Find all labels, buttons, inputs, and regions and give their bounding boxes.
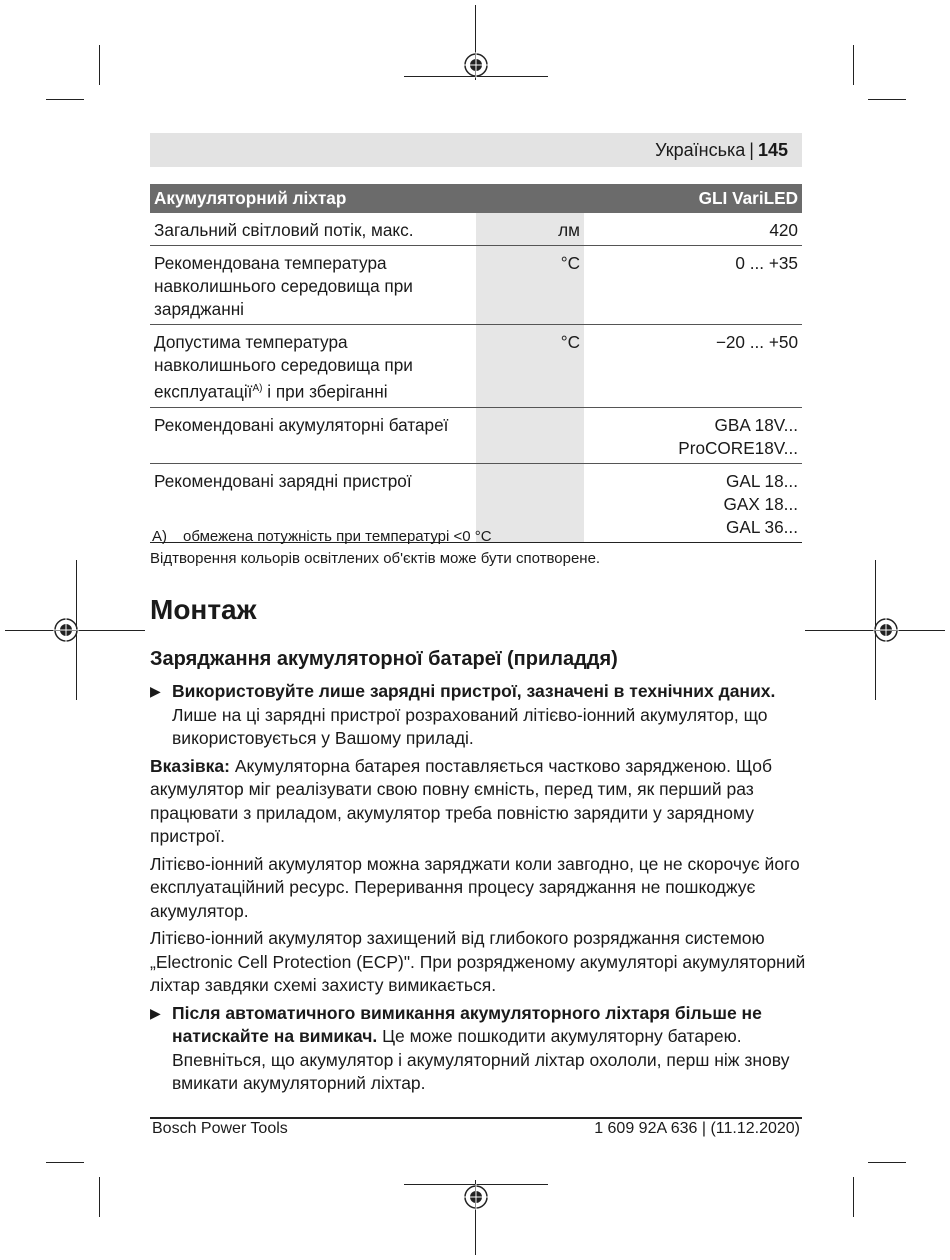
- header-language: Українська: [655, 139, 746, 160]
- registration-mark-icon: [53, 617, 79, 643]
- value-line: GAL 36...: [726, 516, 798, 537]
- triangle-bullet-icon: ▶: [150, 1004, 161, 1021]
- value-line: GBA 18V...: [714, 414, 798, 435]
- crop-mark: [868, 1162, 906, 1163]
- row-label: [150, 325, 476, 408]
- crop-mark: [46, 99, 84, 100]
- row-unit: лм: [476, 213, 584, 246]
- color-note: Відтворення кольорів освітлених об'єктів може бути спотворене.: [150, 550, 601, 567]
- registration-mark-icon: [873, 617, 899, 643]
- paragraph: Літієво-іонний акумулятор можна заряджати коли завгодно, це не скорочує його експлуатаційний ресурс. Переривання процесу заряджання не пошкоджує акумулятор.: [150, 853, 800, 921]
- crop-mark: [853, 1177, 854, 1217]
- note-text: Акумуляторна батарея поставляється частково зарядженою. Щоб акумулятор міг реалізувати свою повну ємність, перед тим, як перший раз працювати з приладом, акумулятор треба повністю зарядити у зарядному пристрої.: [150, 755, 773, 846]
- bullet-text: Це може пошкодити акумуляторну батарею. Впевніться, що акумулятор і акумуляторний ліхтар охололи, перш ніж знову вмикати акумуляторний ліхтар.: [172, 1026, 790, 1093]
- footnote-ref: A): [252, 383, 263, 394]
- row-value: −20 ... +50: [584, 325, 802, 408]
- note-paragraph: [150, 755, 810, 849]
- page-number: 145: [757, 139, 788, 160]
- row-unit: °C: [476, 246, 584, 325]
- row-value: [584, 407, 802, 463]
- bullet-bold: Після автоматичного вимикання акумуляторного ліхтаря більше не натискайте на вимикач.: [172, 1002, 762, 1046]
- bullet-item: [150, 680, 810, 751]
- footer-doc-number: 1 609 92A 636 | (11.12.2020): [594, 1120, 800, 1137]
- footnote: [152, 528, 492, 545]
- table-row: [150, 325, 802, 408]
- triangle-bullet-icon: ▶: [150, 683, 161, 699]
- value-line: GAL 18...: [726, 470, 798, 491]
- row-label-text: Допустима температура навколишнього середовища при експлуатації: [154, 332, 413, 402]
- value-line: ProCORE18V...: [678, 437, 798, 458]
- running-header: [150, 133, 802, 167]
- crop-mark: [99, 45, 100, 85]
- spec-table-header: [150, 184, 802, 213]
- note-label: Вказівка:: [150, 755, 230, 776]
- bullet-bold: Використовуйте лише зарядні пристрої, зазначені в технічних даних.: [172, 681, 776, 701]
- crop-mark: [99, 1177, 100, 1217]
- crop-mark: [853, 45, 854, 85]
- header-separator: |: [749, 139, 754, 160]
- bullet-item: [150, 1002, 810, 1096]
- table-row: [150, 246, 802, 325]
- subsection-title: Заряджання акумуляторної батареї (приладдя): [150, 648, 618, 670]
- spec-table-model: GLI VariLED: [584, 184, 802, 213]
- row-label: Рекомендована температура навколишнього середовища при заряджанні: [150, 246, 476, 325]
- row-unit: °C: [476, 325, 584, 408]
- registration-mark-icon: [463, 1184, 489, 1210]
- crop-mark: [46, 1162, 84, 1163]
- registration-mark-icon: [463, 52, 489, 78]
- footnote-text: обмежена потужність при температурі <0 °C: [183, 528, 492, 545]
- row-value: [584, 463, 802, 542]
- spec-table: [150, 184, 802, 543]
- table-row: [150, 407, 802, 463]
- table-row: [150, 213, 802, 246]
- paragraph: Літієво-іонний акумулятор захищений від глибокого розряджання системою „Electronic Cell Protection (ECP)". При розрядженому акумуляторі акумуляторний ліхтар завдяки схемі захисту вимикається.: [150, 928, 806, 995]
- row-value: 420: [584, 213, 802, 246]
- footer-brand: Bosch Power Tools: [152, 1120, 288, 1137]
- row-unit: [476, 407, 584, 463]
- body-text: [150, 680, 810, 1100]
- section-title: Монтаж: [150, 594, 257, 625]
- crop-mark: [868, 99, 906, 100]
- row-label: Рекомендовані акумуляторні батареї: [150, 407, 476, 463]
- footer-rule: [150, 1117, 802, 1119]
- bullet-text: Лише на ці зарядні пристрої розрахований літієво-іонний акумулятор, що використовується у Вашому приладі.: [172, 704, 768, 748]
- row-label: Рекомендовані зарядні пристрої: [150, 463, 476, 542]
- row-unit: [476, 463, 584, 542]
- spec-table-title: Акумуляторний ліхтар: [150, 184, 584, 213]
- value-line: GAX 18...: [723, 493, 798, 514]
- row-label: Загальний світловий потік, макс.: [150, 213, 476, 246]
- row-value: 0 ... +35: [584, 246, 802, 325]
- footnote-key: A): [152, 528, 167, 545]
- row-label-text: і при зберіганні: [262, 381, 388, 402]
